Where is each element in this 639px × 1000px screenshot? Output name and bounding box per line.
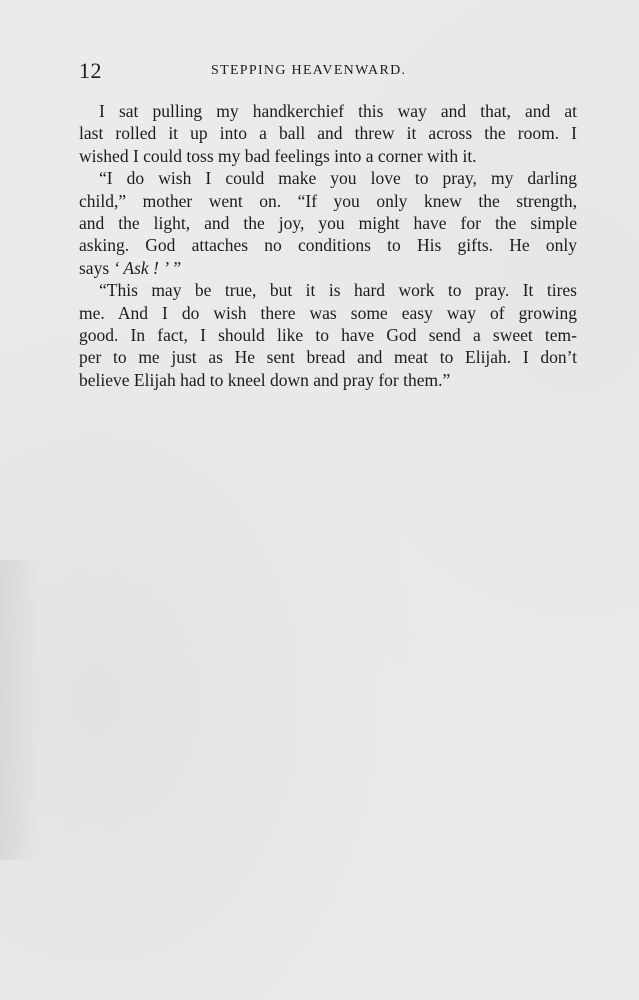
says-prefix: says bbox=[79, 257, 114, 278]
text-line: asking. God attaches no conditions to His gifts. He only bbox=[79, 235, 577, 256]
text-line: “I do wish I could make you love to pray, my darling bbox=[99, 168, 577, 189]
running-title: STEPPING HEAVENWARD. bbox=[211, 63, 407, 78]
text-line-says bbox=[79, 257, 577, 279]
page-shadow bbox=[0, 560, 40, 860]
text-line: I sat pulling my handkerchief this way and that, and at bbox=[99, 101, 577, 121]
text-line: “This may be true, but it is hard work to pray. It tires bbox=[99, 280, 577, 301]
ask-quote: ‘ Ask ! ’ ” bbox=[113, 257, 182, 278]
text-line: wished I could toss my bad feelings into a corner with it. bbox=[79, 145, 477, 166]
text-line: per to me just as He sent bread and meat to Elijah. I don’t bbox=[79, 347, 577, 368]
text-line: and the light, and the joy, you might have for the simple bbox=[79, 213, 577, 234]
text-line: believe Elijah had to kneel down and pray for them.” bbox=[79, 369, 451, 390]
text-line: last rolled it up into a ball and threw it across the room. I bbox=[79, 123, 577, 144]
text-line: child,” mother went on. “If you only knew the strength, bbox=[79, 190, 577, 211]
page-number: 12 bbox=[79, 58, 102, 83]
body-text bbox=[79, 100, 577, 391]
running-head bbox=[79, 58, 579, 88]
text-line: good. In fact, I should like to have God send a sweet tem- bbox=[79, 325, 577, 346]
text-line: me. And I do wish there was some easy way of growing bbox=[79, 302, 577, 323]
